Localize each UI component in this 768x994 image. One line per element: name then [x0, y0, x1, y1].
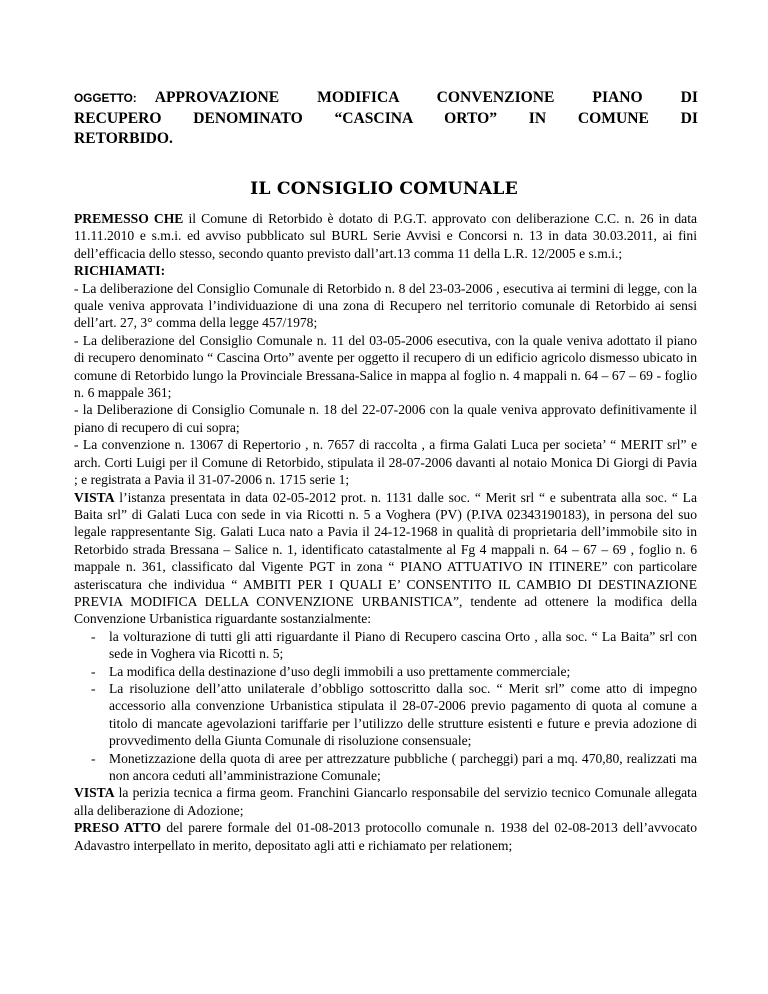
richiamati-item: - La deliberazione del Consiglio Comunale n. 11 del 03-05-2006 esecutiva, con la quale veniva adottato il piano di recupero denominato “ Cascina Orto” avente per oggetto il recupero di un edificio agricolo dismesso ubicato in comune di Retorbido lungo la Provinciale Bressana-Salice in mappa al foglio n. 4 mappali n. 64 – 67 – 69 - foglio n. 6 mappale 361;	[74, 332, 697, 401]
subject-line-1	[74, 88, 698, 109]
list-item	[74, 628, 697, 663]
list-item-text: la volturazione di tutti gli atti riguardante il Piano di Recupero cascina Orto , alla soc. “ La Baita” srl con sede in Voghera via Ricotti n. 5;	[109, 628, 697, 662]
modification-list	[74, 628, 697, 785]
richiamati-label: RICHIAMATI:	[74, 263, 166, 279]
list-dash: -	[91, 663, 96, 679]
premesso-text: il Comune di Retorbido è dotato di P.G.T. approvato con deliberazione C.C. n. 26 in data 11.11.2010 e s.m.i. ed avviso pubblicato sul BURL Serie Avvisi e Concorsi n. 13 in data 30.03.2011, ai fini dell’efficacia dello stesso, secondo quanto previsto dall’art.13 comma 11 della L.R. 12/2005 e s.m.i.;	[74, 211, 698, 261]
subject-label: OGGETTO:	[74, 91, 137, 105]
list-item	[74, 663, 697, 680]
subject-line-2: RECUPERO DENOMINATO “CASCINA ORTO” IN COMUNE DI	[74, 109, 698, 127]
premesso-label: PREMESSO CHE	[74, 211, 184, 226]
subject-block	[74, 88, 698, 150]
section-heading: IL CONSIGLIO COMUNALE	[250, 179, 518, 199]
list-dash: -	[91, 750, 96, 766]
subject-text-1: APPROVAZIONE MODIFICA CONVENZIONE PIANO DI	[154, 89, 698, 106]
vista-perizia-label: VISTA	[74, 785, 115, 801]
preso-atto-paragraph	[74, 819, 697, 854]
premesso-paragraph	[74, 210, 697, 262]
list-item	[74, 750, 697, 785]
richiamati-item: - La convenzione n. 13067 di Repertorio , n. 7657 di raccolta , a firma Galati Luca per societa’ “ MERIT srl” e arch. Corti Luigi per il Comune di Retorbido, stipulata il 28-07-2006 davanti al notaio Monica Di Giorgi di Pavia ; e registrata a Pavia il 31-07-2006 n. 1715 serie 1;	[74, 437, 697, 488]
list-item-text: Monetizzazione della quota di aree per attrezzature pubbliche ( parcheggi) pari a mq. 470,80, realizzati ma non ancora ceduti all’amministrazione Comunale;	[109, 750, 697, 783]
preso-atto-label: PRESO ATTO	[74, 820, 162, 836]
vista-label: VISTA	[74, 489, 115, 505]
preso-atto-text: del parere formale del 01-08-2013 protocollo comunale n. 1938 del 02-08-2013 dell’avvocato Adavastro interpellato in merito, depositato agli atti e richiamato per relationem;	[74, 820, 697, 853]
richiamati-item: - La deliberazione del Consiglio Comunale di Retorbido n. 8 del 23-03-2006 , esecutiva ai termini di legge, con la quale veniva approvata l’individuazione di una zona di Recupero nel territorio comunale di Retorbido ai sensi dell’art. 27, 3° comma della legge 457/1978;	[74, 280, 697, 331]
richiamati-item: - la Deliberazione di Consiglio Comunale n. 18 del 22-07-2006 con la quale veniva approvato definitivamente il piano di recupero di cui sopra;	[74, 402, 697, 435]
vista-paragraph	[74, 489, 697, 628]
list-dash: -	[91, 680, 96, 696]
document-body	[74, 210, 697, 854]
list-item-text: La modifica della destinazione d’uso degli immobili a uso prettamente commerciale;	[109, 663, 571, 679]
list-item	[74, 680, 697, 750]
vista-perizia-text: la perizia tecnica a firma geom. Franchini Giancarlo responsabile del servizio tecnico Comunale allegata alla deliberazione di Adozione;	[74, 785, 697, 818]
list-item-text: La risoluzione dell’atto unilaterale d’obbligo sottoscritto dalla soc. “ Merit srl” come atto di impegno accessorio alla convenzione Urbanistica stipulata il 28-07-2006 previo pagamento di quota al comune a titolo di mancate agevolazioni tariffarie per l’utilizzo delle strutture esistenti e future e previa adozione di provvedimento della Giunta Comunale di risoluzione consensuale;	[109, 680, 697, 749]
list-dash: -	[91, 628, 96, 644]
vista-perizia-paragraph	[74, 784, 697, 819]
subject-line-3: RETORBIDO.	[74, 130, 173, 148]
vista-text: l’istanza presentata in data 02-05-2012 prot. n. 1131 dalle soc. “ Merit srl “ e subentrata alla soc. “ La Baita srl” di Galati Luca con sede in via Ricotti n. 5 a Voghera (PV) (P.IVA 02343190183), in persona del suo legale rappresentante Sig. Galati Luca nato a Pavia il 24-12-1968 in qualità di proprietaria dell’immobile sito in Retorbido strada Bressana – Salice n. 1, identificato catastalmente al Fg 4 mappali n. 64 – 67 – 69 , foglio n. 6 mappale n. 361, classificato dal Vigente PGT in zona “ PIANO ATTUATIVO IN ITINERE” con particolare asteriscatura che individua “ AMBITI PER I QUALI E’ CONSENTITO IL CAMBIO DI DESTINAZIONE PREVIA MODIFICA DELLA CONVENZIONE URBANISTICA”, tendente ad ottenere la modifica della Convenzione Urbanistica riguardante sostanzialmente:	[74, 489, 697, 627]
